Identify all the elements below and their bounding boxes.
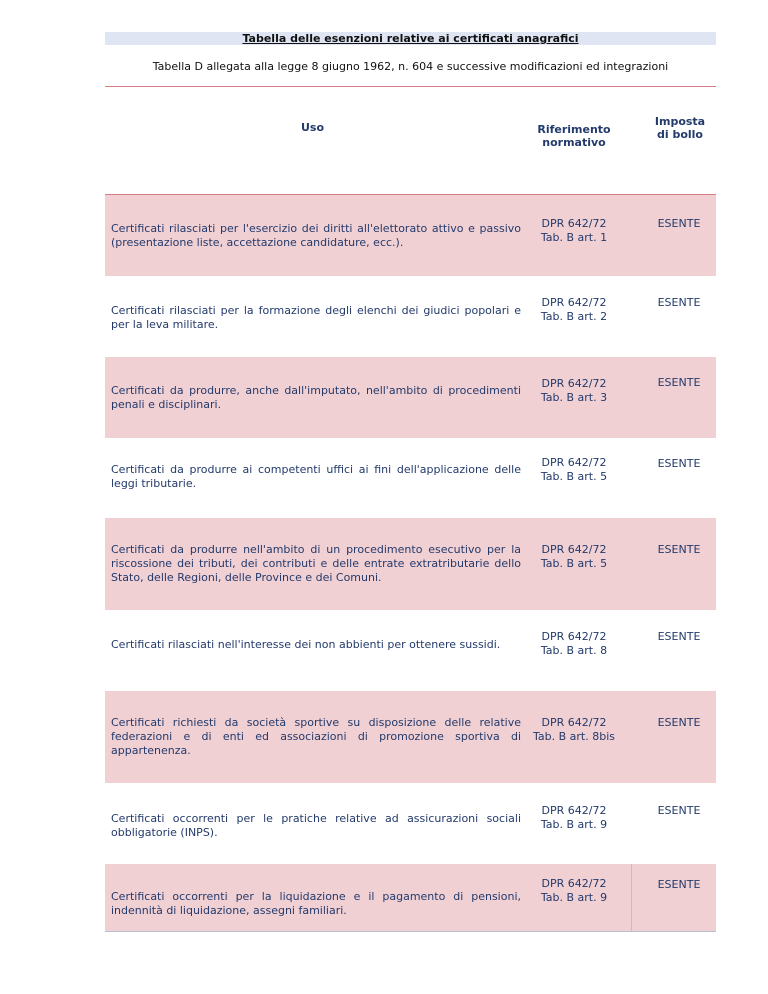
- row-riferimento-line1: DPR 642/72: [541, 804, 607, 817]
- row-uso: Certificati occorrenti per le pratiche relative ad assicurazioni sociali obbligatorie (INPS).: [111, 812, 521, 839]
- divider: [105, 931, 716, 932]
- row-riferimento-line2: Tab. B art. 1: [540, 231, 608, 244]
- column-header-imposta-line2: di bollo: [656, 128, 703, 141]
- table-row: [105, 691, 716, 783]
- row-uso: Certificati richiesti da società sportive su disposizione delle relative federazioni e di enti ed associazioni di promozione sportiva di appartenenza.: [111, 716, 521, 757]
- document-title: Tabella delle esenzioni relative ai certificati anagrafici: [242, 32, 579, 45]
- row-uso: Certificati da produrre nell'ambito di un procedimento esecutivo per la riscossione dei tributi, dei contributi e delle entrate extratributarie dello Stato, delle Regioni, delle Province e dei Comuni.: [111, 543, 521, 584]
- row-imposta: ESENTE: [657, 217, 701, 230]
- row-riferimento: [517, 543, 631, 571]
- row-riferimento-line2: Tab. B art. 3: [540, 391, 608, 404]
- row-riferimento: [517, 877, 631, 905]
- row-riferimento-line1: DPR 642/72: [541, 543, 607, 556]
- row-riferimento-line1: DPR 642/72: [541, 630, 607, 643]
- table-header: [105, 87, 716, 194]
- document-subtitle: Tabella D allegata alla legge 8 giugno 1962, n. 604 e successive modificazioni ed integrazioni: [152, 60, 669, 73]
- row-riferimento-line1: DPR 642/72: [541, 296, 607, 309]
- table-row: [105, 864, 716, 931]
- row-uso: Certificati da produrre, anche dall'imputato, nell'ambito di procedimenti penali e disciplinari.: [111, 384, 521, 411]
- row-imposta: ESENTE: [657, 878, 701, 891]
- row-riferimento: [517, 456, 631, 484]
- row-riferimento: [517, 217, 631, 245]
- row-riferimento-line2: Tab. B art. 8bis: [533, 730, 615, 743]
- column-header-uso: Uso: [300, 121, 325, 134]
- row-uso: Certificati occorrenti per la liquidazione e il pagamento di pensioni, indennità di liquidazione, assegni familiari.: [111, 890, 521, 917]
- table-row: [105, 783, 716, 864]
- row-imposta: ESENTE: [657, 543, 701, 556]
- row-riferimento: [517, 630, 631, 658]
- column-header-riferimento-line2: normativo: [542, 136, 606, 149]
- column-header-riferimento: [517, 123, 631, 149]
- row-imposta: ESENTE: [657, 804, 701, 817]
- table-row: [105, 195, 716, 276]
- row-riferimento-line1: DPR 642/72: [541, 877, 607, 890]
- table-row: [105, 357, 716, 438]
- row-riferimento: [517, 377, 631, 405]
- row-riferimento: [517, 296, 631, 324]
- row-riferimento-line1: DPR 642/72: [541, 716, 607, 729]
- row-riferimento-line2: Tab. B art. 9: [540, 891, 608, 904]
- row-riferimento-line2: Tab. B art. 5: [540, 557, 608, 570]
- row-uso: Certificati rilasciati per la formazione degli elenchi dei giudici popolari e per la leva militare.: [111, 304, 521, 331]
- row-riferimento-line2: Tab. B art. 5: [540, 470, 608, 483]
- row-uso: Certificati da produrre ai competenti uffici ai fini dell'applicazione delle leggi tributarie.: [111, 463, 521, 490]
- row-riferimento-line2: Tab. B art. 9: [540, 818, 608, 831]
- table-row: [105, 438, 716, 518]
- row-riferimento: [517, 804, 631, 832]
- row-imposta: ESENTE: [657, 376, 701, 389]
- column-header-imposta-line1: Imposta: [654, 115, 706, 128]
- row-riferimento-line2: Tab. B art. 8: [540, 644, 608, 657]
- column-header-riferimento-line1: Riferimento: [537, 123, 611, 136]
- row-riferimento-line1: DPR 642/72: [541, 456, 607, 469]
- row-imposta: ESENTE: [657, 630, 701, 643]
- row-imposta: ESENTE: [657, 296, 701, 309]
- row-riferimento-line1: DPR 642/72: [541, 217, 607, 230]
- title-bar: [105, 32, 716, 45]
- table-row: [105, 276, 716, 357]
- column-header-imposta: [630, 115, 730, 141]
- row-imposta: ESENTE: [657, 457, 701, 470]
- row-uso: Certificati rilasciati per l'esercizio dei diritti all'elettorato attivo e passivo (presentazione liste, accettazione candidature, ecc.).: [111, 222, 521, 249]
- row-uso: Certificati rilasciati nell'interesse dei non abbienti per ottenere sussidi.: [111, 638, 501, 651]
- divider: [631, 864, 632, 931]
- table-row: [105, 610, 716, 691]
- row-riferimento-line2: Tab. B art. 2: [540, 310, 608, 323]
- row-imposta: ESENTE: [657, 716, 701, 729]
- row-riferimento-line1: DPR 642/72: [541, 377, 607, 390]
- table-row: [105, 518, 716, 610]
- row-riferimento: [517, 716, 631, 744]
